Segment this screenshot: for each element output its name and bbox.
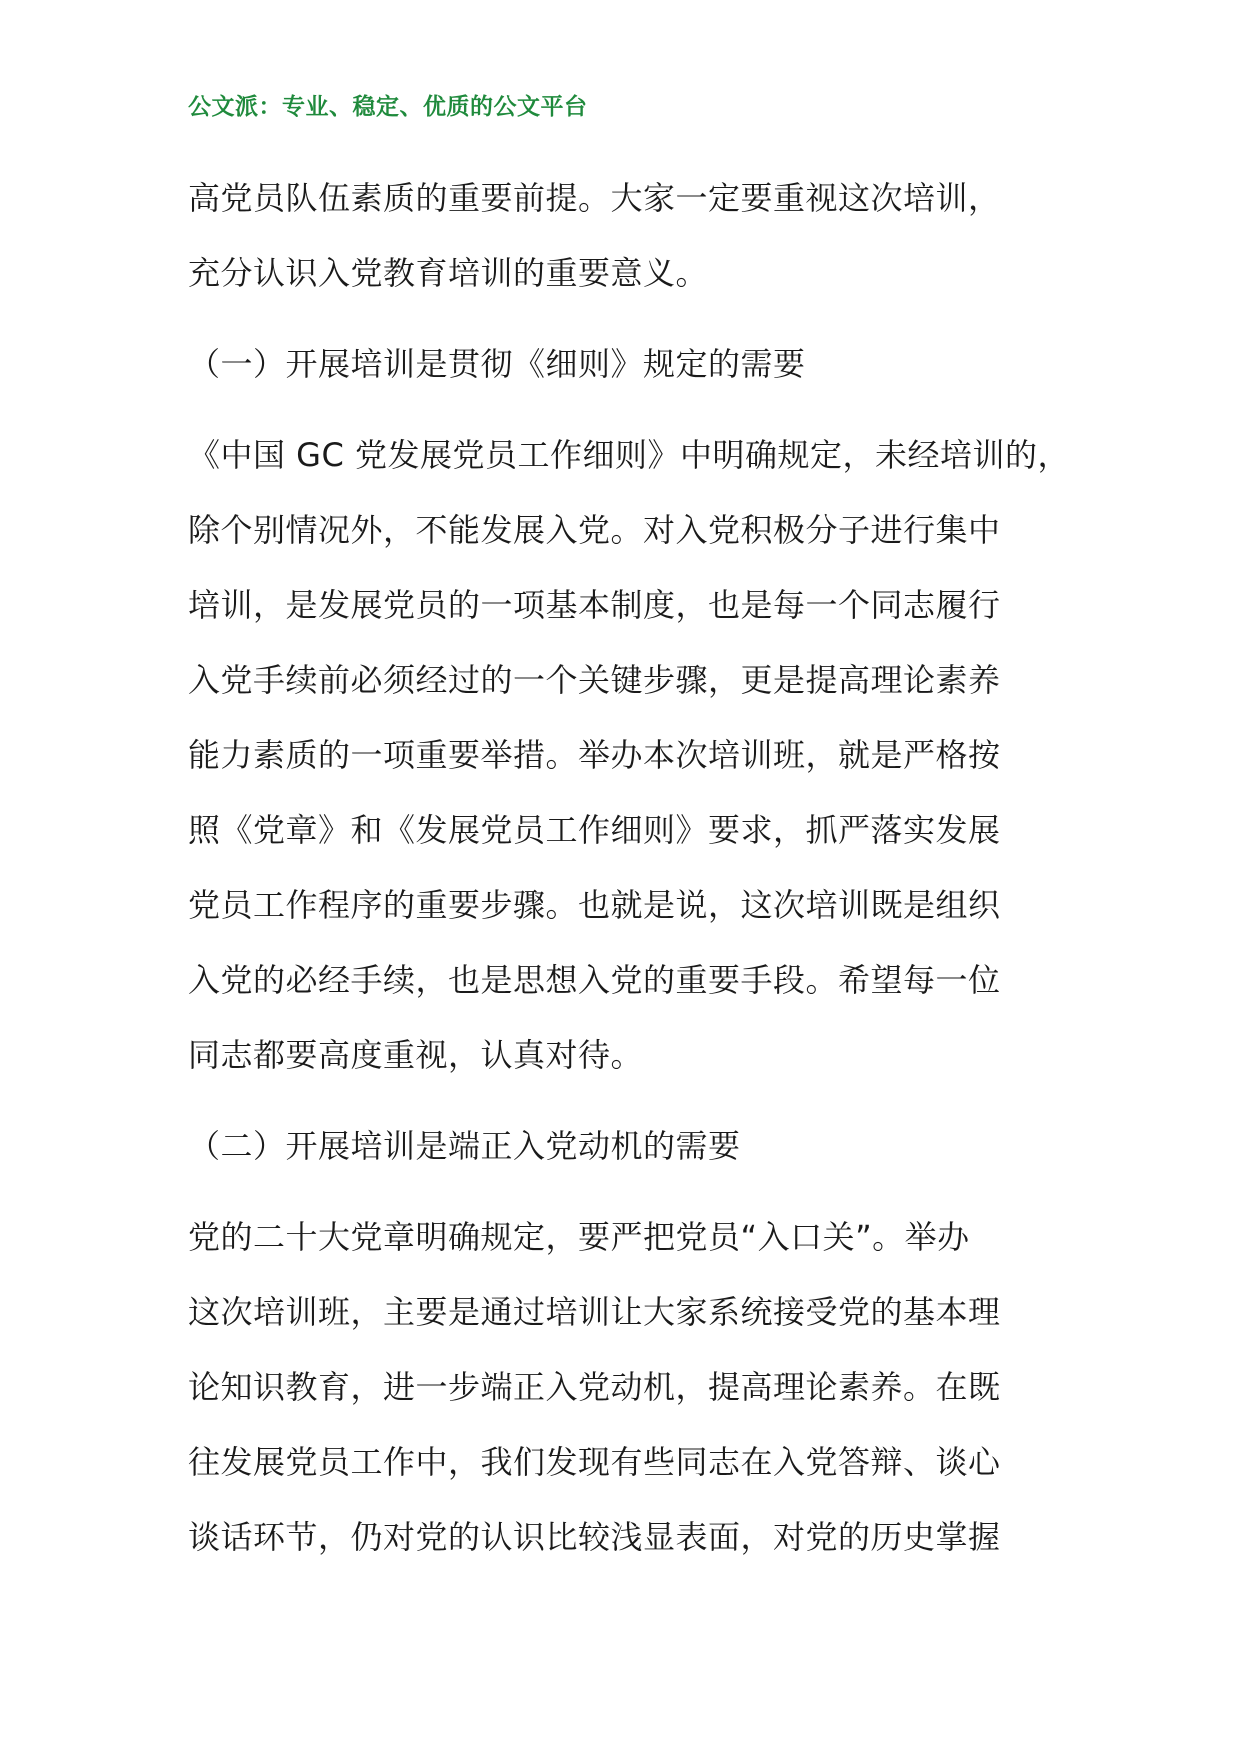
heading-line: （一）开展培训是贯彻《细则》规定的需要: [188, 345, 806, 383]
paragraph-section-1: [188, 425, 1088, 1100]
text-line: 照《党章》和《发展党员工作细则》要求，抓严落实发展: [188, 811, 1001, 849]
paragraph-section-2: [188, 1207, 1088, 1582]
text-line: 这次培训班，主要是通过培训让大家系统接受党的基本理: [188, 1293, 1001, 1331]
text-line: 论知识教育，进一步端正入党动机，提高理论素养。在既: [188, 1368, 1001, 1406]
text-line: 党员工作程序的重要步骤。也就是说，这次培训既是组织: [188, 886, 1001, 924]
text-line: 党的二十大党章明确规定，要严把党员“入口关”。举办: [188, 1218, 970, 1256]
section-heading-2: [188, 1116, 1088, 1191]
document-body: [188, 168, 1088, 1582]
text-line: 高党员队伍素质的重要前提。大家一定要重视这次培训，: [188, 179, 1001, 217]
text-line: 入党的必经手续，也是思想入党的重要手段。希望每一位: [188, 961, 1001, 999]
text-line: 充分认识入党教育培训的重要意义。: [188, 254, 709, 292]
text-line: 往发展党员工作中，我们发现有些同志在入党答辩、谈心: [188, 1443, 1001, 1481]
text-line: 谈话环节，仍对党的认识比较浅显表面，对党的历史掌握: [188, 1518, 1001, 1556]
text-line: 同志都要高度重视，认真对待。: [188, 1036, 644, 1074]
paragraph-intro-continued: [188, 168, 1088, 318]
text-line: 《中国 GC 党发展党员工作细则》中明确规定，未经培训的，: [188, 436, 1070, 474]
text-line: 培训，是发展党员的一项基本制度，也是每一个同志履行: [188, 586, 1001, 624]
section-heading-1: [188, 334, 1088, 409]
header-banner: 公文派：专业、稳定、优质的公文平台: [188, 94, 588, 120]
text-line: 除个别情况外，不能发展入党。对入党积极分子进行集中: [188, 511, 1001, 549]
text-line: 入党手续前必须经过的一个关键步骤，更是提高理论素养: [188, 661, 1001, 699]
text-line: 能力素质的一项重要举措。举办本次培训班，就是严格按: [188, 736, 1001, 774]
heading-line: （二）开展培训是端正入党动机的需要: [188, 1127, 741, 1165]
